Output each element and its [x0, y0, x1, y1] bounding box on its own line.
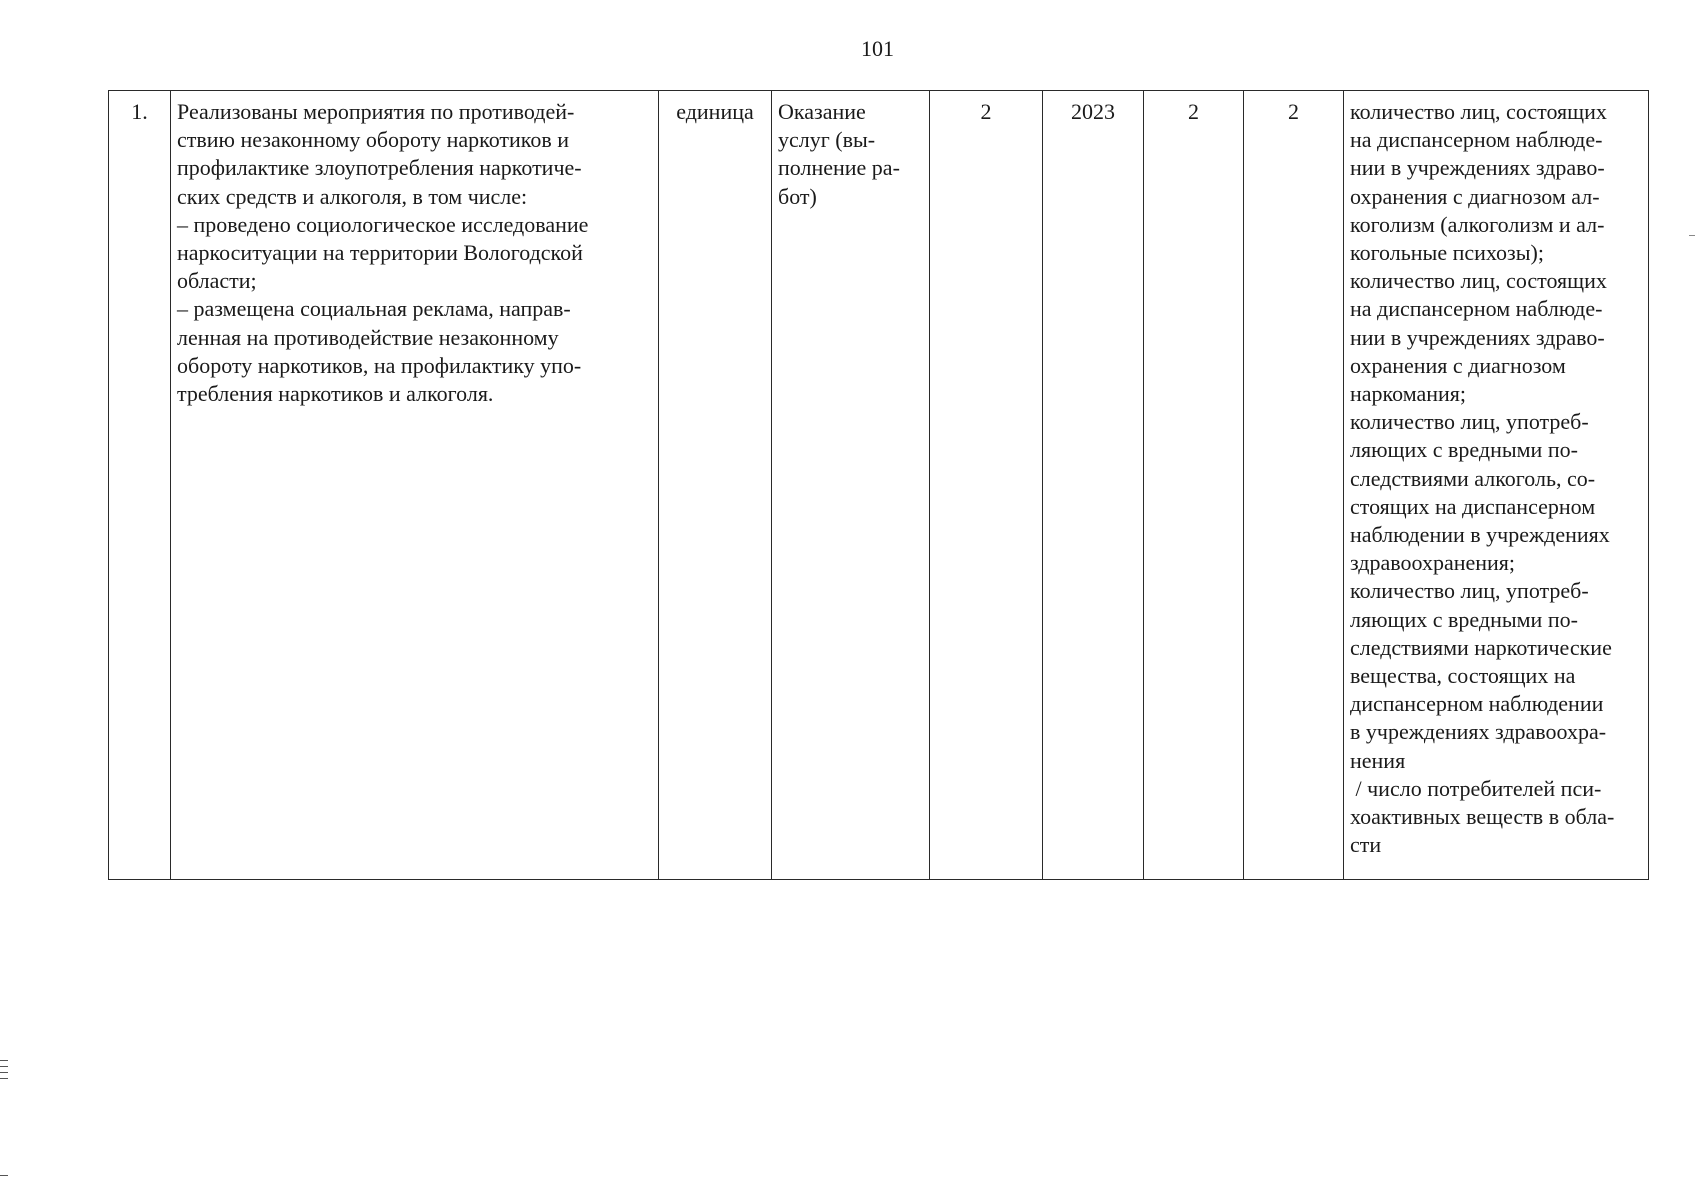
value1-cell: [930, 91, 1043, 880]
indicator-line: следствиями алкоголь, со-: [1350, 465, 1596, 491]
description-line: Реализованы мероприятия по противодей-: [177, 99, 575, 124]
row-number: 1.: [131, 99, 148, 124]
year-cell: [1043, 91, 1144, 880]
value1: 2: [980, 99, 992, 124]
indicator-line: хоактивных веществ в обла-: [1350, 804, 1615, 830]
description-cell: [171, 91, 659, 880]
type-line: услуг (вы-: [778, 127, 876, 153]
unit-value: единица: [676, 99, 754, 124]
indicator-line: в учреждениях здравоохра-: [1350, 719, 1607, 745]
indicator-line: нии в учреждениях здраво-: [1350, 324, 1605, 350]
description-line: профилактике злоупотребления наркотиче-: [177, 155, 582, 181]
indicator-line: стоящих на диспансерном: [1350, 493, 1596, 519]
description-line: ских средств и алкоголя, в том числе:: [177, 183, 528, 209]
type-line: бот): [778, 183, 817, 209]
indicator-line: диспансерном наблюдении: [1350, 691, 1604, 717]
indicator-line: количество лиц, употреб-: [1350, 409, 1589, 435]
description-line: – размещена социальная реклама, направ-: [177, 296, 571, 322]
description-line: области;: [177, 268, 257, 294]
page-number: 101: [861, 36, 894, 61]
indicator-line: количество лиц, состоящих: [1350, 268, 1607, 294]
description-line: требления наркотиков и алкоголя.: [177, 381, 494, 407]
indicator-line: охранения с диагнозом: [1350, 352, 1566, 378]
type-line: Оказание: [778, 99, 866, 124]
indicator-line: количество лиц, состоящих: [1350, 99, 1607, 124]
type-cell: [772, 91, 930, 880]
indicator-line: сти: [1350, 832, 1382, 858]
indicator-line: нии в учреждениях здраво-: [1350, 155, 1605, 181]
description-line: наркоситуации на территории Вологодской: [177, 240, 583, 266]
measures-table: [108, 90, 1649, 880]
indicator-line: когольные психозы);: [1350, 240, 1544, 266]
row-number-cell: [109, 91, 171, 880]
scan-edge-mark: [1689, 235, 1695, 236]
table-row: [109, 91, 1649, 880]
indicator-line: на диспансерном наблюде-: [1350, 127, 1603, 153]
value3-cell: [1244, 91, 1344, 880]
description-line: ствию незаконному обороту наркотиков и: [177, 127, 570, 153]
indicator-line: вещества, состоящих на: [1350, 663, 1576, 689]
indicator-line: наркомания;: [1350, 381, 1467, 407]
year-value: 2023: [1071, 99, 1115, 124]
scan-edge-marks: [0, 1060, 8, 1084]
indicator-line: нения: [1350, 747, 1406, 773]
indicator-line: охранения с диагнозом ал-: [1350, 183, 1600, 209]
value2-cell: [1144, 91, 1244, 880]
indicator-line: коголизм (алкоголизм и ал-: [1350, 211, 1605, 237]
indicator-cell: [1344, 91, 1649, 880]
scan-edge-mark: [0, 1175, 8, 1176]
description-line: – проведено социологическое исследование: [177, 211, 589, 237]
indicator-line: количество лиц, употреб-: [1350, 578, 1589, 604]
unit-cell: [659, 91, 772, 880]
value2: 2: [1188, 99, 1199, 124]
indicator-line: ляющих с вредными по-: [1350, 437, 1578, 463]
type-line: полнение ра-: [778, 155, 900, 181]
indicator-line: следствиями наркотические: [1350, 634, 1612, 660]
indicator-line: здравоохранения;: [1350, 550, 1516, 576]
description-line: обороту наркотиков, на профилактику упо-: [177, 352, 582, 378]
indicator-line: на диспансерном наблюде-: [1350, 296, 1603, 322]
indicator-line: ляющих с вредными по-: [1350, 606, 1578, 632]
indicator-line: наблюдении в учреждениях: [1350, 522, 1610, 548]
description-line: ленная на противодействие незаконному: [177, 324, 559, 350]
indicator-line: / число потребителей пси-: [1350, 775, 1602, 801]
value3: 2: [1288, 99, 1299, 124]
